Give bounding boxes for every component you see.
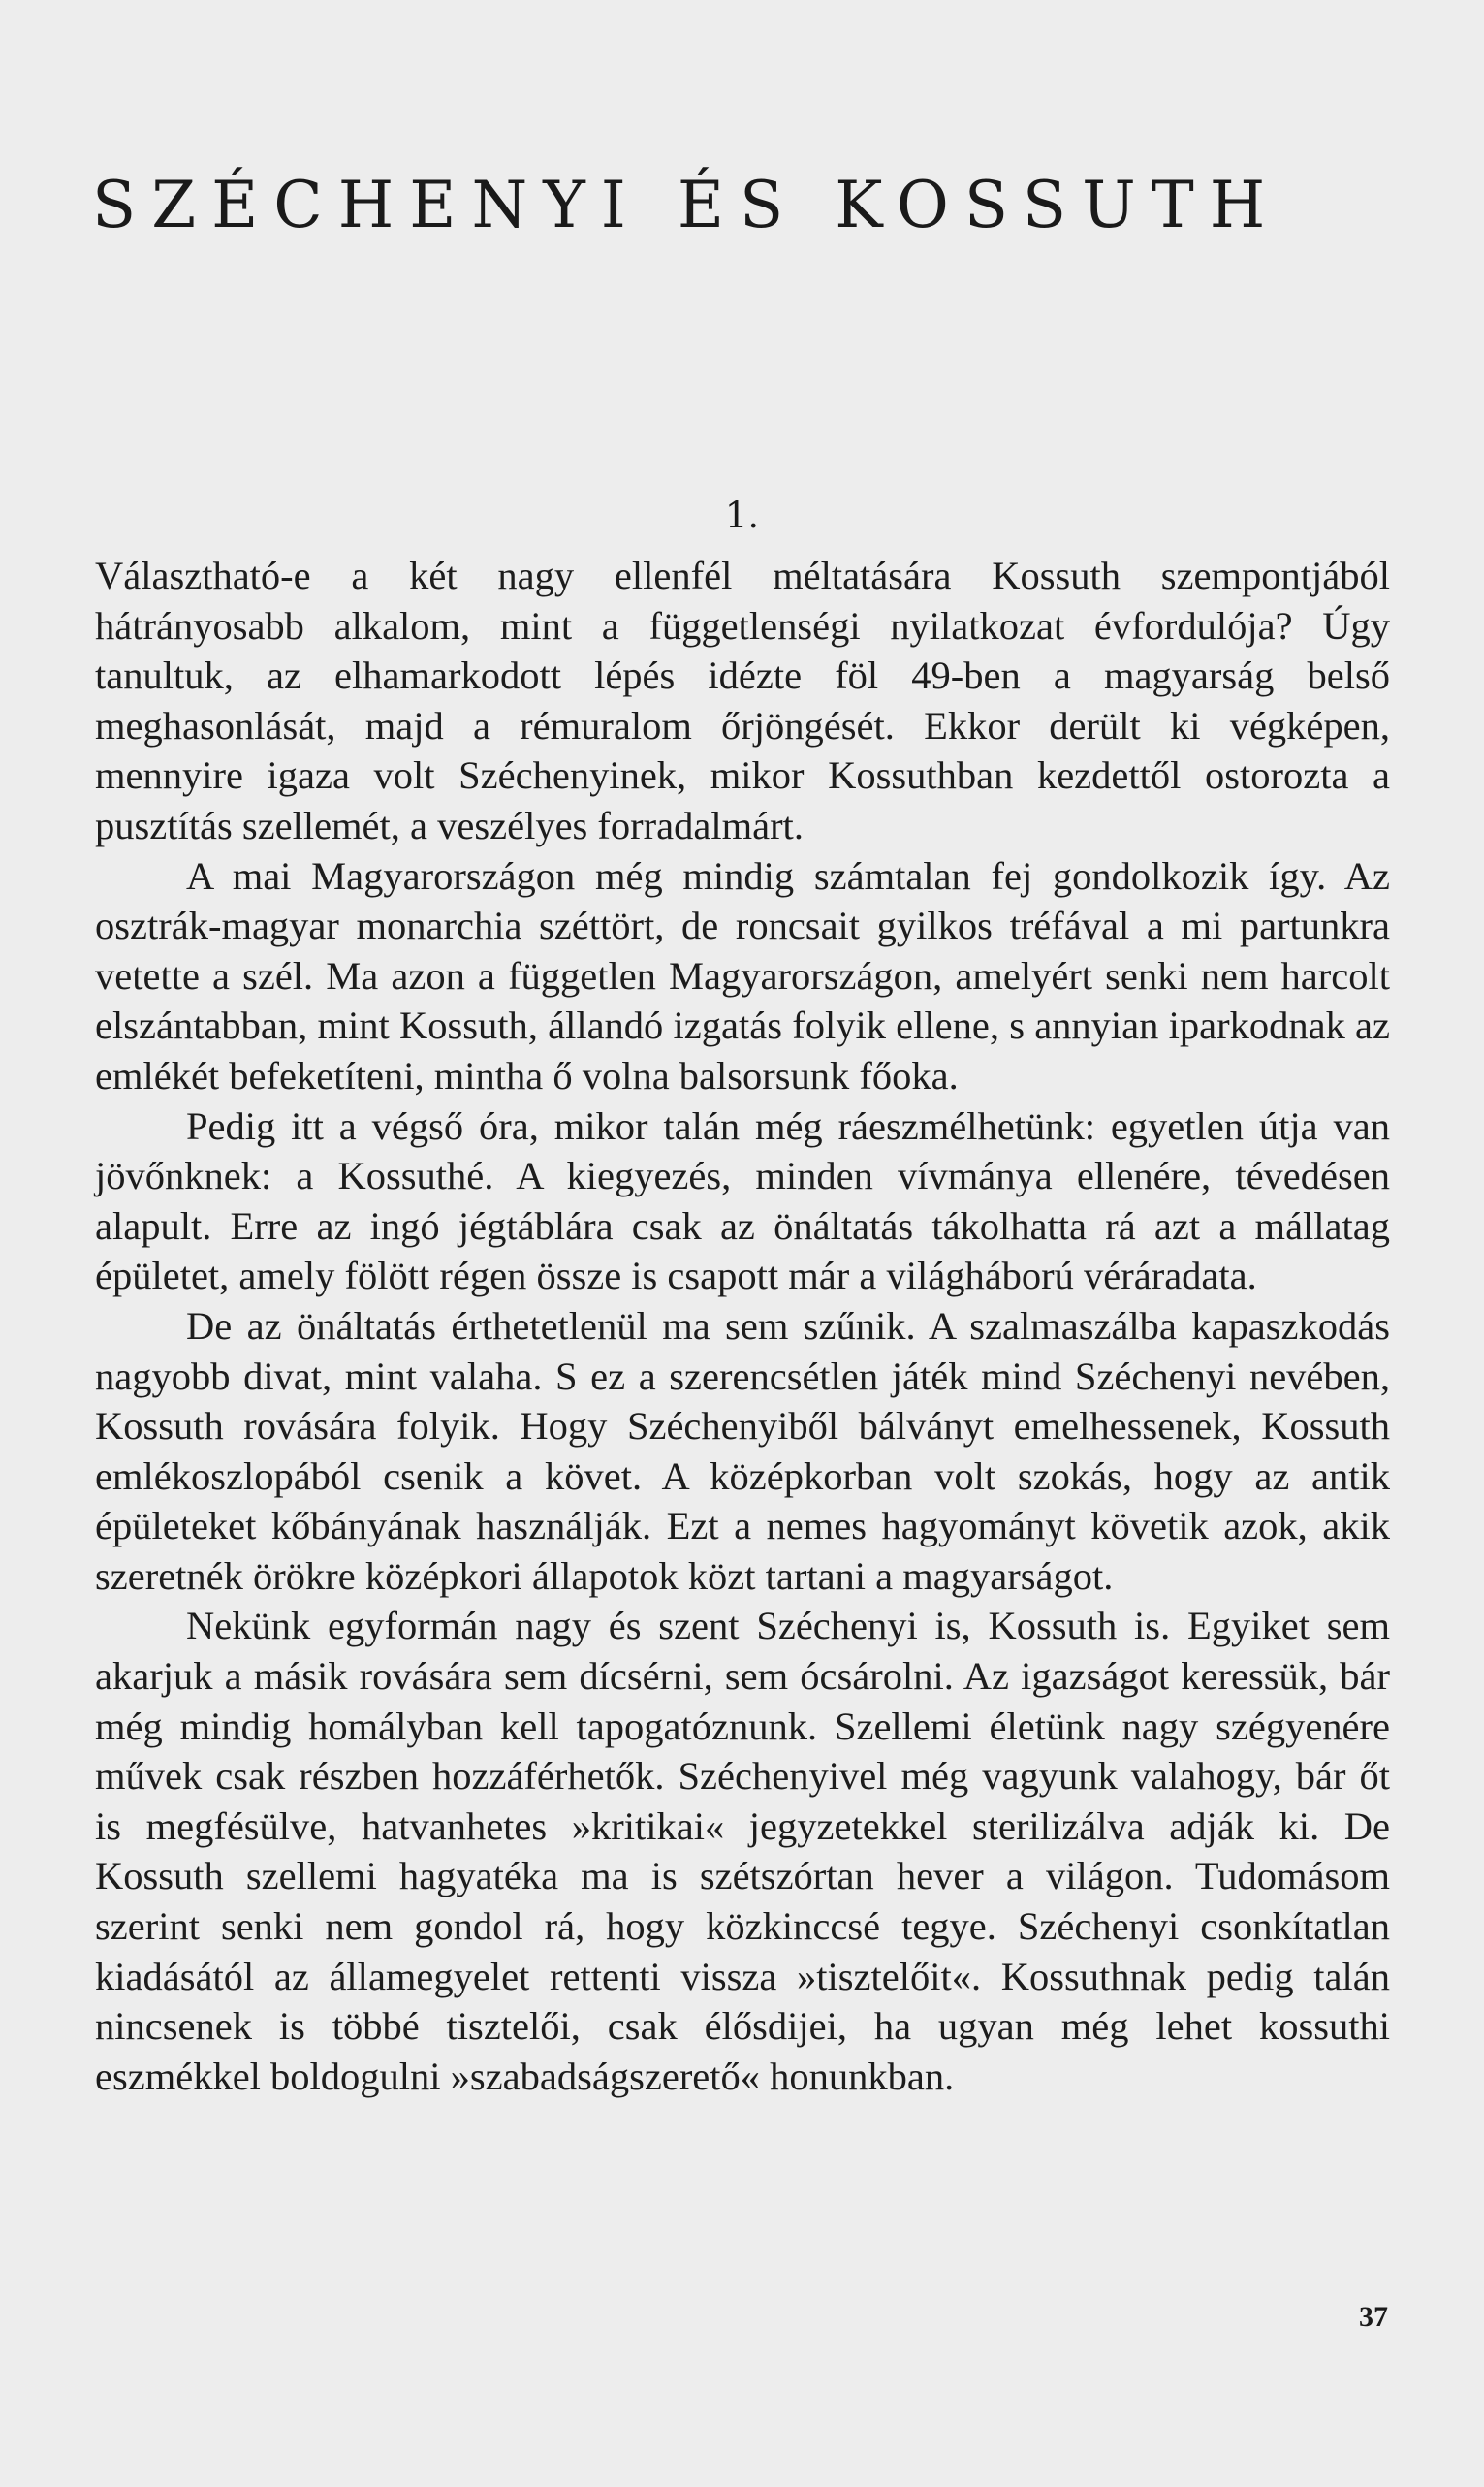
paragraph-2: A mai Magyarországon még mindig számtalan fej gondolkozik így. Az osztrák-magyar monarchia széttört, de roncsait gyilkos tréfával a mi partunkra vetette a szél. Ma azon a független Magyarországon, amelyért senki nem harcolt elszántabban, mint Kossuth, állandó izgatás folyik ellene, s annyian iparkodnak az emlékét befeketíteni, mintha ő volna balsorsunk főoka. — [95, 853, 1390, 1098]
page-number: 37 — [1359, 2301, 1388, 2333]
paragraph-1: Választható-e a két nagy ellenfél méltatására Kossuth szempontjából hátrányosabb alkalom, mint a függetlenségi nyilatkozat évfordulója? Úgy tanultuk, az elhamarkodott lépés idézte föl 49-ben a magyarság belső meghasonlását, majd a rémuralom őrjöngését. Ekkor derült ki végképen, mennyire igaza volt Széchenyinek, mikor Kossuthban kezdettől ostorozta a pusztítás szellemét, a veszélyes forradalmárt. — [95, 554, 1390, 847]
body-text — [95, 551, 1390, 2101]
paragraph-3: Pedig itt a végső óra, mikor talán még ráeszmélhetünk: egyetlen útja van jövőnknek: a Kossuthé. A kiegyezés, minden vívmánya ellenére, tévedésen alapult. Erre az ingó jégtáblára csak az önáltatás tákolhatta rá azt a mállatag épületet, amely fölött régen össze is csapott már a világháború véráradata. — [95, 1103, 1390, 1298]
paragraph-5: Nekünk egyformán nagy és szent Széchenyi is, Kossuth is. Egyiket sem akarjuk a másik rovására sem dícsérni, sem ócsárolni. Az igazságot keressük, bár még mindig homályban kell tapogatóznunk. Szellemi életünk nagy szégyenére művek csak részben hozzáférhetők. Széchenyivel még vagyunk valahogy, bár őt is megfésülve, hatvanhetes »kritikai« jegyzetekkel sterilizálva adják ki. De Kossuth szellemi hagyatéka ma is szétszórtan hever a világon. Tudomásom szerint senki nem gondol rá, hogy közkinccsé tegye. Széchenyi csonkítatlan kiadásától az államegyelet rettenti vissza »tisztelőit«. Kossuthnak pedig talán nincsenek is többé tisztelői, csak élősdijei, ha ugyan még lehet kossuthi eszmékkel boldogulni »szabadságszerető« honunkban. — [95, 1604, 1390, 2098]
paragraph-4: De az önáltatás érthetetlenül ma sem szűnik. A szalmaszálba kapaszkodás nagyobb divat, mint valaha. S ez a szerencsétlen játék mind Széchenyi nevében, Kossuth rovására folyik. Hogy Széchenyiből bálványt emelhessenek, Kossuth emlékoszlopából csenik a követ. A középkorban volt szokás, hogy az antik épületeket kőbányának használják. Ezt a nemes hagyományt követik azok, akik szeretnék örökre középkori állapotok közt tartani a magyarságot. — [95, 1303, 1390, 1598]
section-number: 1. — [724, 494, 760, 536]
chapter-title: SZÉCHENYI ÉS KOSSUTH — [92, 168, 1281, 242]
